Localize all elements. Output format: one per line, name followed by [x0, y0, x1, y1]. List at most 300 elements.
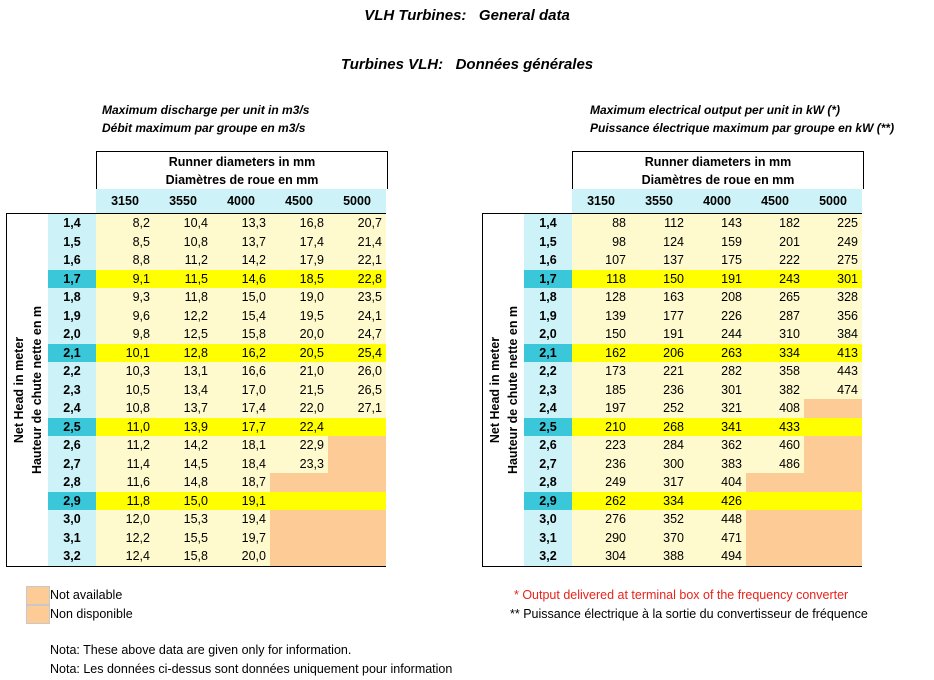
- not-available-cell: [270, 547, 328, 566]
- value-cell: 12,8: [154, 344, 212, 363]
- table-row: [524, 547, 862, 566]
- row-label-fr: Hauteur de chute nette en m: [505, 305, 520, 474]
- not-available-cell: [328, 455, 386, 474]
- table-row: [48, 325, 386, 344]
- net-head-cell: 2,1: [524, 344, 572, 363]
- diameter-header: 4500: [746, 189, 804, 213]
- net-head-cell: 2,3: [48, 381, 96, 400]
- value-cell: 107: [572, 251, 630, 270]
- table-row: [524, 288, 862, 307]
- legend-not-available-fr: Non disponible: [50, 607, 133, 621]
- table-row: [524, 455, 862, 474]
- value-cell: 21,5: [270, 381, 328, 400]
- not-available-cell: [804, 418, 862, 437]
- value-cell: 14,6: [212, 270, 270, 289]
- value-cell: 11,2: [96, 436, 154, 455]
- net-head-cell: 2,6: [48, 436, 96, 455]
- output-diameter-row: [572, 189, 862, 213]
- output-caption-fr: Puissance électrique maximum par groupe en kW (**): [590, 121, 895, 135]
- value-cell: 191: [688, 270, 746, 289]
- value-cell: 14,2: [154, 436, 212, 455]
- not-available-cell: [328, 492, 386, 511]
- net-head-cell: 2,7: [48, 455, 96, 474]
- value-cell: 14,5: [154, 455, 212, 474]
- value-cell: 10,8: [96, 399, 154, 418]
- table-row: [48, 418, 386, 437]
- value-cell: 460: [746, 436, 804, 455]
- not-available-cell: [270, 510, 328, 529]
- value-cell: 19,1: [212, 492, 270, 511]
- not-available-cell: [270, 492, 328, 511]
- value-cell: 10,4: [154, 214, 212, 233]
- diameter-header: 5000: [328, 189, 386, 213]
- output-row-axis-label: [482, 213, 525, 567]
- net-head-cell: 2,1: [48, 344, 96, 363]
- value-cell: 25,4: [328, 344, 386, 363]
- value-cell: 249: [804, 233, 862, 252]
- value-cell: 19,4: [212, 510, 270, 529]
- value-cell: 22,1: [328, 251, 386, 270]
- value-cell: 11,8: [154, 288, 212, 307]
- value-cell: 15,5: [154, 529, 212, 548]
- value-cell: 243: [746, 270, 804, 289]
- value-cell: 290: [572, 529, 630, 548]
- value-cell: 128: [572, 288, 630, 307]
- table-row: [524, 436, 862, 455]
- net-head-cell: 2,5: [48, 418, 96, 437]
- legend-swatch-non-disponible: [26, 605, 50, 624]
- value-cell: 12,2: [154, 307, 212, 326]
- value-cell: 262: [572, 492, 630, 511]
- value-cell: 10,5: [96, 381, 154, 400]
- table-row: [524, 233, 862, 252]
- table-row: [48, 381, 386, 400]
- diameter-header: 3550: [630, 189, 688, 213]
- value-cell: 17,4: [270, 233, 328, 252]
- value-cell: 17,9: [270, 251, 328, 270]
- value-cell: 208: [688, 288, 746, 307]
- value-cell: 206: [630, 344, 688, 363]
- net-head-cell: 2,2: [524, 362, 572, 381]
- value-cell: 15,0: [154, 492, 212, 511]
- value-cell: 16,2: [212, 344, 270, 363]
- value-cell: 20,7: [328, 214, 386, 233]
- value-cell: 225: [804, 214, 862, 233]
- value-cell: 222: [746, 251, 804, 270]
- legend-swatch-not-available: [26, 586, 50, 605]
- value-cell: 150: [630, 270, 688, 289]
- value-cell: 11,6: [96, 473, 154, 492]
- value-cell: 17,0: [212, 381, 270, 400]
- value-cell: 370: [630, 529, 688, 548]
- row-label-en: Net Head in meter: [11, 336, 26, 443]
- table-row: [524, 270, 862, 289]
- table-row: [524, 344, 862, 363]
- net-head-cell: 2,4: [48, 399, 96, 418]
- value-cell: 124: [630, 233, 688, 252]
- value-cell: 21,4: [328, 233, 386, 252]
- table-row: [524, 399, 862, 418]
- diameter-header: 4000: [212, 189, 270, 213]
- net-head-cell: 2,9: [48, 492, 96, 511]
- value-cell: 24,1: [328, 307, 386, 326]
- not-available-cell: [270, 473, 328, 492]
- net-head-cell: 2,4: [524, 399, 572, 418]
- table-row: [524, 307, 862, 326]
- net-head-cell: 2,9: [524, 492, 572, 511]
- value-cell: 236: [630, 381, 688, 400]
- value-cell: 334: [746, 344, 804, 363]
- not-available-cell: [804, 436, 862, 455]
- table-row: [48, 214, 386, 233]
- table-row: [524, 473, 862, 492]
- value-cell: 18,1: [212, 436, 270, 455]
- value-cell: 226: [688, 307, 746, 326]
- value-cell: 352: [630, 510, 688, 529]
- value-cell: 191: [630, 325, 688, 344]
- discharge-caption-en: Maximum discharge per unit in m3/s: [102, 103, 310, 117]
- not-available-cell: [746, 529, 804, 548]
- net-head-cell: 1,6: [524, 251, 572, 270]
- value-cell: 358: [746, 362, 804, 381]
- value-cell: 18,4: [212, 455, 270, 474]
- value-cell: 20,0: [212, 547, 270, 566]
- discharge-caption: [102, 101, 309, 137]
- value-cell: 15,8: [154, 547, 212, 566]
- title-english: VLH Turbines: General data: [364, 7, 570, 24]
- value-cell: 112: [630, 214, 688, 233]
- value-cell: 159: [688, 233, 746, 252]
- runner-header-fr: Diamètres de roue en mm: [641, 173, 795, 187]
- value-cell: 16,8: [270, 214, 328, 233]
- diameter-header: 3150: [572, 189, 630, 213]
- nota-french: Nota: Les données ci-dessus sont données uniquement pour information: [50, 662, 453, 676]
- value-cell: 143: [688, 214, 746, 233]
- runner-header-fr: Diamètres de roue en mm: [165, 173, 319, 187]
- value-cell: 12,0: [96, 510, 154, 529]
- value-cell: 310: [746, 325, 804, 344]
- value-cell: 443: [804, 362, 862, 381]
- footnote-output-en: * Output delivered at terminal box of the frequency converter: [514, 588, 849, 602]
- value-cell: 137: [630, 251, 688, 270]
- value-cell: 356: [804, 307, 862, 326]
- not-available-cell: [328, 436, 386, 455]
- net-head-cell: 1,5: [524, 233, 572, 252]
- table-row: [524, 362, 862, 381]
- row-label-en: Net Head in meter: [487, 336, 502, 443]
- net-head-cell: 1,9: [524, 307, 572, 326]
- net-head-cell: 2,3: [524, 381, 572, 400]
- net-head-cell: 2,8: [48, 473, 96, 492]
- not-available-cell: [804, 473, 862, 492]
- value-cell: 13,7: [212, 233, 270, 252]
- value-cell: 301: [804, 270, 862, 289]
- output-caption-en: Maximum electrical output per unit in kW (*): [590, 103, 841, 117]
- value-cell: 14,2: [212, 251, 270, 270]
- table-row: [48, 288, 386, 307]
- value-cell: 301: [688, 381, 746, 400]
- net-head-cell: 1,7: [48, 270, 96, 289]
- value-cell: 413: [804, 344, 862, 363]
- not-available-cell: [804, 492, 862, 511]
- table-row: [524, 529, 862, 548]
- net-head-cell: 3,1: [524, 529, 572, 548]
- not-available-cell: [328, 510, 386, 529]
- value-cell: 20,5: [270, 344, 328, 363]
- nota-english: Nota: These above data are given only for information.: [50, 643, 352, 657]
- net-head-cell: 2,0: [524, 325, 572, 344]
- value-cell: 8,2: [96, 214, 154, 233]
- net-head-cell: 3,1: [48, 529, 96, 548]
- value-cell: 185: [572, 381, 630, 400]
- value-cell: 10,1: [96, 344, 154, 363]
- title-french: Turbines VLH: Données générales: [340, 56, 594, 73]
- value-cell: 433: [746, 418, 804, 437]
- value-cell: 13,1: [154, 362, 212, 381]
- value-cell: 236: [572, 455, 630, 474]
- output-data-grid: [524, 213, 862, 567]
- output-caption: [590, 101, 894, 137]
- table-row: [48, 547, 386, 566]
- value-cell: 268: [630, 418, 688, 437]
- not-available-cell: [746, 492, 804, 511]
- not-available-cell: [746, 547, 804, 566]
- value-cell: 19,7: [212, 529, 270, 548]
- runner-header-en: Runner diameters in mm: [168, 155, 316, 169]
- table-row: [524, 510, 862, 529]
- value-cell: 9,8: [96, 325, 154, 344]
- value-cell: 12,5: [154, 325, 212, 344]
- value-cell: 12,2: [96, 529, 154, 548]
- value-cell: 384: [804, 325, 862, 344]
- value-cell: 321: [688, 399, 746, 418]
- not-available-cell: [746, 473, 804, 492]
- value-cell: 17,4: [212, 399, 270, 418]
- discharge-diameter-row: [96, 189, 386, 213]
- value-cell: 8,8: [96, 251, 154, 270]
- not-available-cell: [328, 529, 386, 548]
- value-cell: 197: [572, 399, 630, 418]
- value-cell: 18,7: [212, 473, 270, 492]
- table-row: [48, 436, 386, 455]
- table-row: [48, 270, 386, 289]
- net-head-cell: 1,4: [524, 214, 572, 233]
- table-row: [48, 307, 386, 326]
- value-cell: 27,1: [328, 399, 386, 418]
- value-cell: 15,0: [212, 288, 270, 307]
- value-cell: 118: [572, 270, 630, 289]
- value-cell: 263: [688, 344, 746, 363]
- diameter-header: 4000: [688, 189, 746, 213]
- table-row: [48, 344, 386, 363]
- value-cell: 19,5: [270, 307, 328, 326]
- value-cell: 383: [688, 455, 746, 474]
- table-row: [524, 325, 862, 344]
- not-available-cell: [804, 399, 862, 418]
- value-cell: 249: [572, 473, 630, 492]
- value-cell: 265: [746, 288, 804, 307]
- diameter-header: 5000: [804, 189, 862, 213]
- not-available-cell: [804, 455, 862, 474]
- value-cell: 304: [572, 547, 630, 566]
- table-row: [48, 473, 386, 492]
- value-cell: 474: [804, 381, 862, 400]
- not-available-cell: [328, 418, 386, 437]
- net-head-cell: 3,0: [524, 510, 572, 529]
- value-cell: 287: [746, 307, 804, 326]
- value-cell: 20,0: [270, 325, 328, 344]
- value-cell: 201: [746, 233, 804, 252]
- value-cell: 471: [688, 529, 746, 548]
- value-cell: 341: [688, 418, 746, 437]
- value-cell: 22,9: [270, 436, 328, 455]
- value-cell: 15,8: [212, 325, 270, 344]
- value-cell: 177: [630, 307, 688, 326]
- value-cell: 8,5: [96, 233, 154, 252]
- table-row: [48, 455, 386, 474]
- value-cell: 15,4: [212, 307, 270, 326]
- value-cell: 11,5: [154, 270, 212, 289]
- value-cell: 24,7: [328, 325, 386, 344]
- net-head-cell: 2,8: [524, 473, 572, 492]
- discharge-caption-fr: Débit maximum par groupe en m3/s: [102, 121, 306, 135]
- value-cell: 150: [572, 325, 630, 344]
- value-cell: 426: [688, 492, 746, 511]
- net-head-cell: 1,7: [524, 270, 572, 289]
- net-head-cell: 1,8: [524, 288, 572, 307]
- net-head-cell: 1,9: [48, 307, 96, 326]
- value-cell: 10,3: [96, 362, 154, 381]
- value-cell: 11,4: [96, 455, 154, 474]
- value-cell: 139: [572, 307, 630, 326]
- value-cell: 244: [688, 325, 746, 344]
- table-row: [524, 381, 862, 400]
- discharge-row-axis-label: [6, 213, 49, 567]
- value-cell: 22,0: [270, 399, 328, 418]
- net-head-cell: 1,8: [48, 288, 96, 307]
- value-cell: 17,7: [212, 418, 270, 437]
- value-cell: 13,3: [212, 214, 270, 233]
- table-row: [48, 399, 386, 418]
- value-cell: 252: [630, 399, 688, 418]
- value-cell: 182: [746, 214, 804, 233]
- value-cell: 26,5: [328, 381, 386, 400]
- value-cell: 23,5: [328, 288, 386, 307]
- value-cell: 275: [804, 251, 862, 270]
- value-cell: 13,9: [154, 418, 212, 437]
- table-row: [524, 251, 862, 270]
- value-cell: 210: [572, 418, 630, 437]
- value-cell: 9,1: [96, 270, 154, 289]
- value-cell: 14,8: [154, 473, 212, 492]
- net-head-cell: 1,6: [48, 251, 96, 270]
- net-head-cell: 3,2: [48, 547, 96, 566]
- net-head-cell: 3,2: [524, 547, 572, 566]
- net-head-cell: 2,2: [48, 362, 96, 381]
- discharge-runner-header: [96, 151, 388, 189]
- value-cell: 15,3: [154, 510, 212, 529]
- not-available-cell: [328, 473, 386, 492]
- net-head-cell: 1,5: [48, 233, 96, 252]
- value-cell: 223: [572, 436, 630, 455]
- value-cell: 448: [688, 510, 746, 529]
- net-head-cell: 2,7: [524, 455, 572, 474]
- net-head-cell: 3,0: [48, 510, 96, 529]
- net-head-cell: 1,4: [48, 214, 96, 233]
- value-cell: 382: [746, 381, 804, 400]
- value-cell: 494: [688, 547, 746, 566]
- not-available-cell: [804, 510, 862, 529]
- not-available-cell: [270, 529, 328, 548]
- value-cell: 408: [746, 399, 804, 418]
- value-cell: 18,5: [270, 270, 328, 289]
- value-cell: 486: [746, 455, 804, 474]
- not-available-cell: [328, 547, 386, 566]
- value-cell: 162: [572, 344, 630, 363]
- net-head-cell: 2,6: [524, 436, 572, 455]
- value-cell: 11,0: [96, 418, 154, 437]
- row-label-fr: Hauteur de chute nette en m: [29, 305, 44, 474]
- value-cell: 173: [572, 362, 630, 381]
- value-cell: 276: [572, 510, 630, 529]
- value-cell: 10,8: [154, 233, 212, 252]
- runner-header-en: Runner diameters in mm: [644, 155, 792, 169]
- value-cell: 300: [630, 455, 688, 474]
- output-runner-header: [572, 151, 864, 189]
- value-cell: 22,8: [328, 270, 386, 289]
- value-cell: 23,3: [270, 455, 328, 474]
- value-cell: 221: [630, 362, 688, 381]
- value-cell: 11,2: [154, 251, 212, 270]
- value-cell: 388: [630, 547, 688, 566]
- value-cell: 12,4: [96, 547, 154, 566]
- net-head-cell: 2,5: [524, 418, 572, 437]
- value-cell: 9,6: [96, 307, 154, 326]
- value-cell: 26,0: [328, 362, 386, 381]
- not-available-cell: [804, 547, 862, 566]
- footnote-output-fr: ** Puissance électrique à la sortie du convertisseur de fréquence: [510, 607, 868, 621]
- value-cell: 22,4: [270, 418, 328, 437]
- table-row: [48, 251, 386, 270]
- value-cell: 9,3: [96, 288, 154, 307]
- value-cell: 13,7: [154, 399, 212, 418]
- value-cell: 175: [688, 251, 746, 270]
- table-row: [524, 214, 862, 233]
- diameter-header: 4500: [270, 189, 328, 213]
- net-head-cell: 2,0: [48, 325, 96, 344]
- value-cell: 404: [688, 473, 746, 492]
- table-row: [48, 492, 386, 511]
- table-row: [48, 510, 386, 529]
- value-cell: 328: [804, 288, 862, 307]
- value-cell: 98: [572, 233, 630, 252]
- table-row: [524, 418, 862, 437]
- value-cell: 88: [572, 214, 630, 233]
- table-row: [48, 233, 386, 252]
- value-cell: 21,0: [270, 362, 328, 381]
- value-cell: 16,6: [212, 362, 270, 381]
- value-cell: 282: [688, 362, 746, 381]
- value-cell: 163: [630, 288, 688, 307]
- value-cell: 13,4: [154, 381, 212, 400]
- legend-not-available-en: Not available: [50, 588, 123, 602]
- value-cell: 11,8: [96, 492, 154, 511]
- diameter-header: 3150: [96, 189, 154, 213]
- not-available-cell: [746, 510, 804, 529]
- value-cell: 334: [630, 492, 688, 511]
- value-cell: 19,0: [270, 288, 328, 307]
- table-row: [48, 529, 386, 548]
